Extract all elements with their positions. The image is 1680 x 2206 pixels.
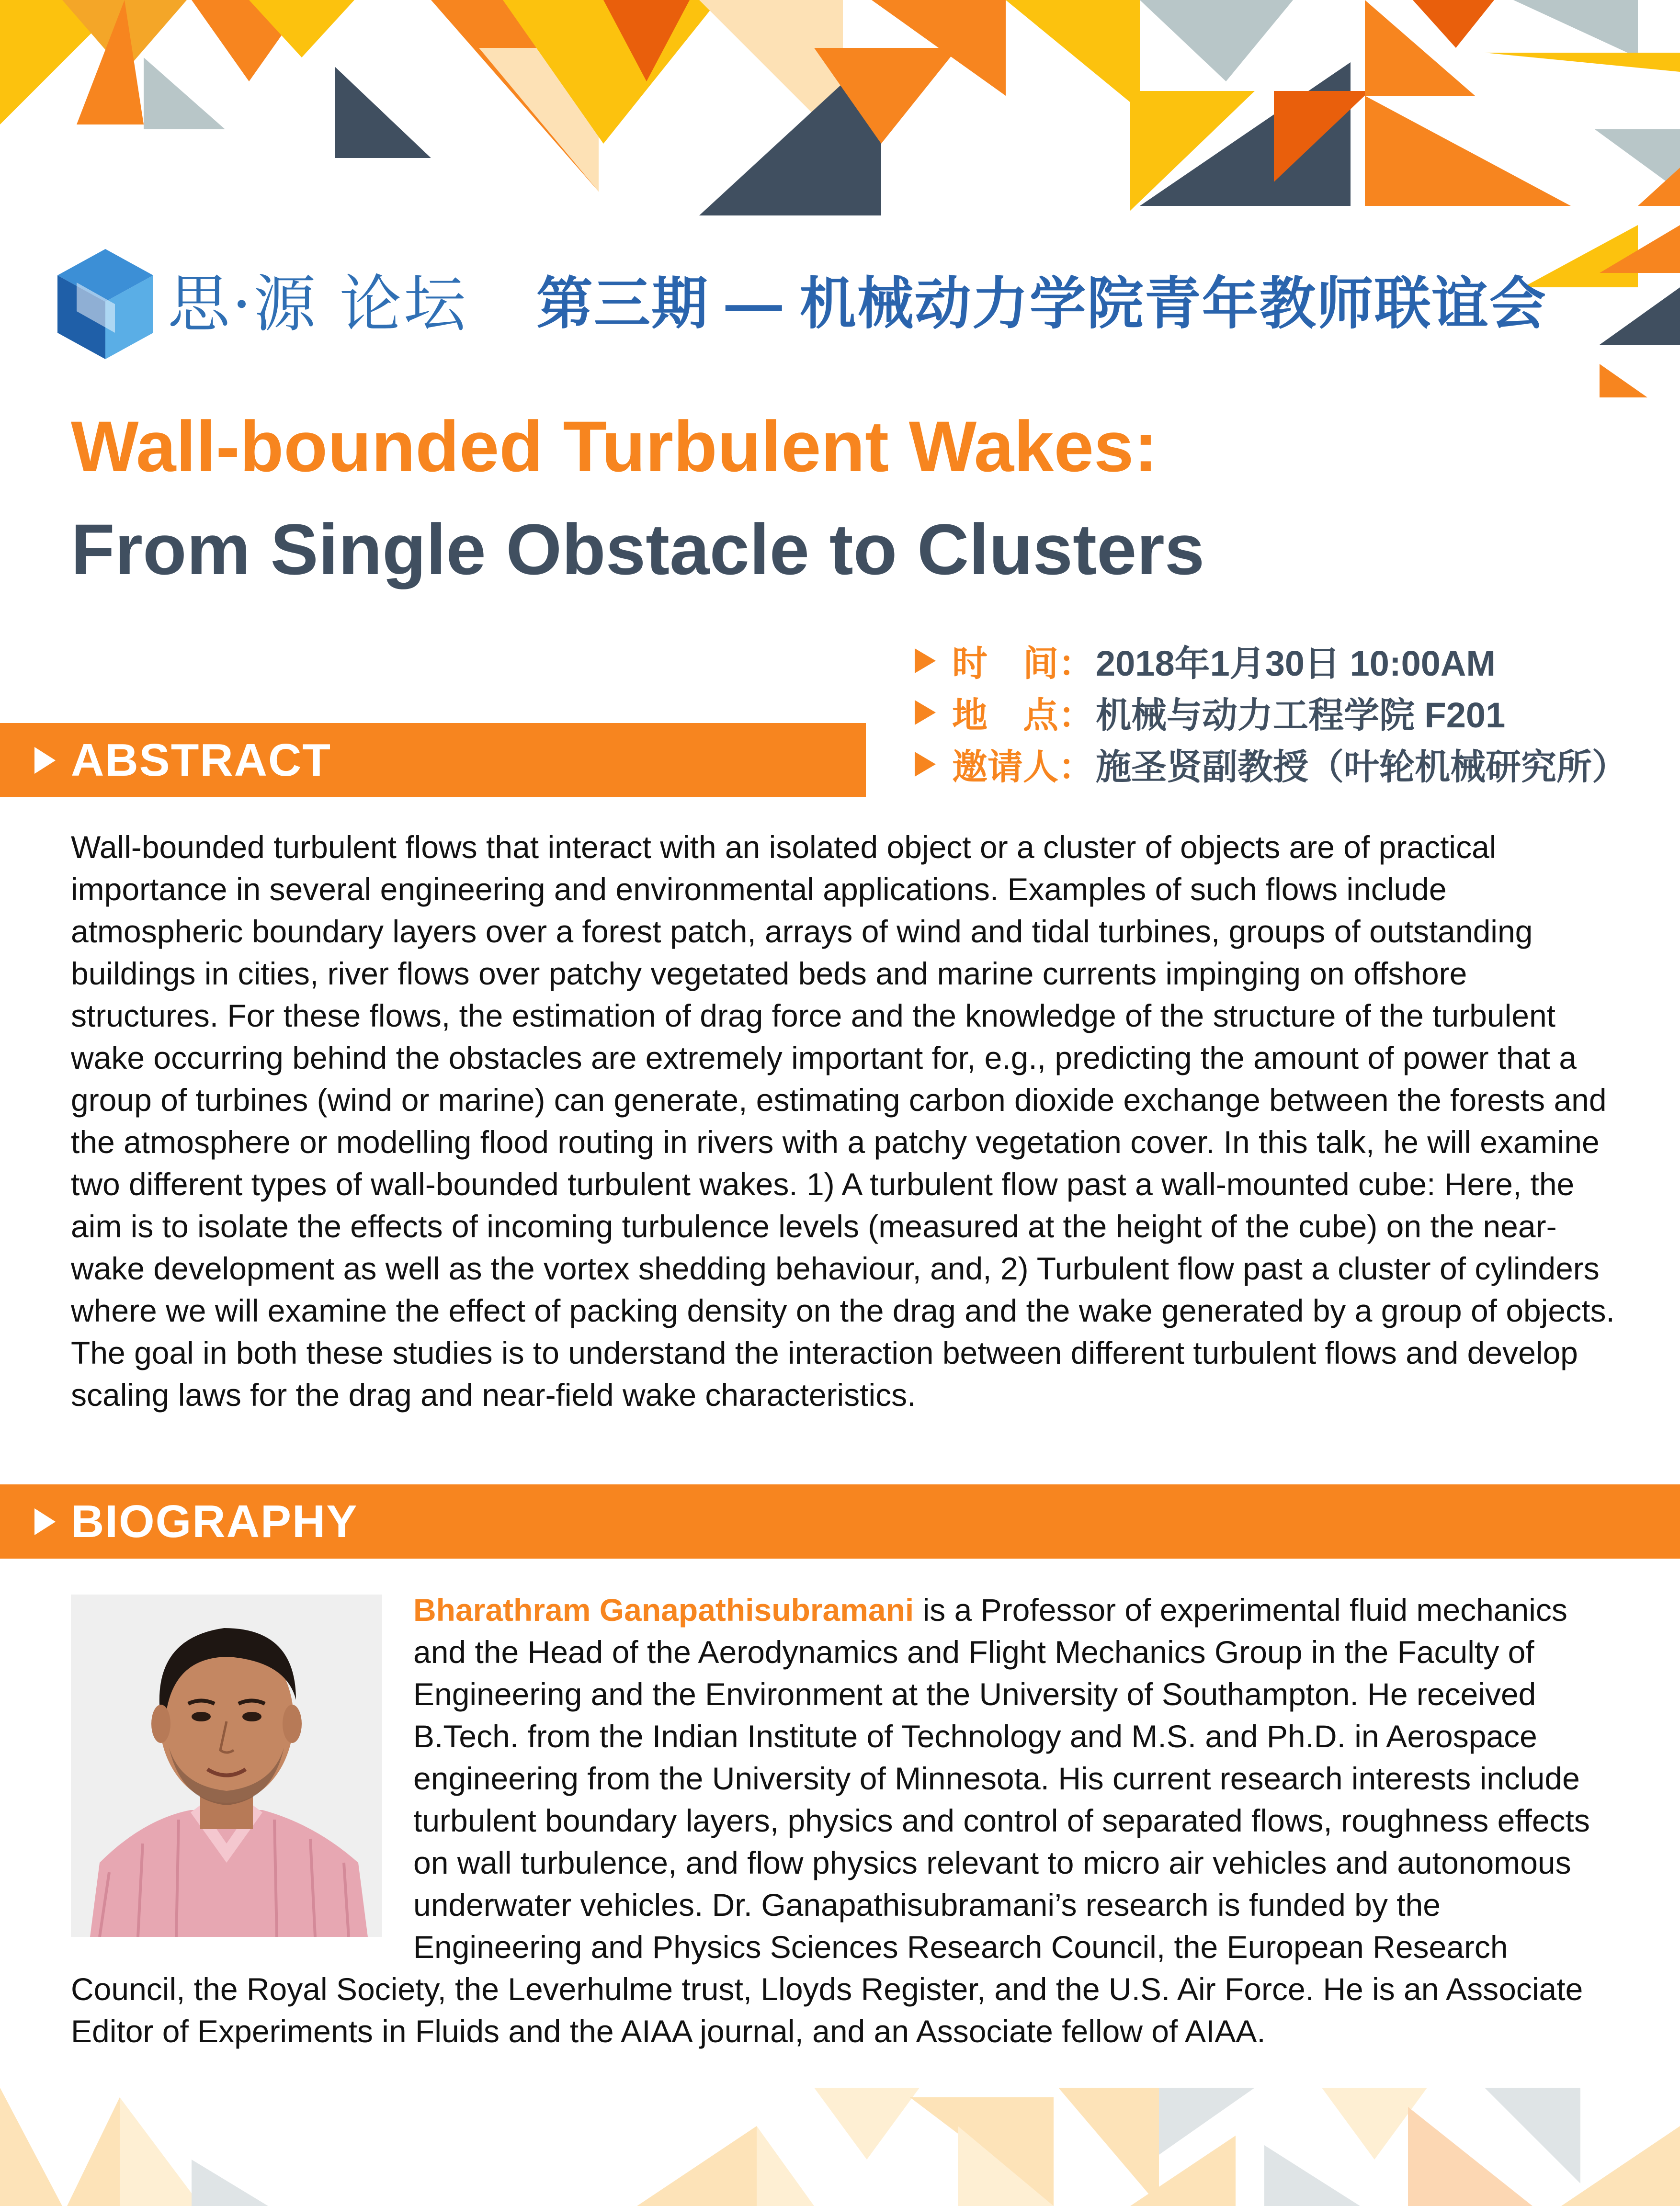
host-label: 邀请人： (952, 747, 1094, 787)
forum-name: 思·源 论坛 (168, 268, 468, 340)
abstract-heading: ABSTRACT (71, 735, 331, 786)
talk-title-line1: Wall-bounded Turbulent Wakes: (71, 406, 1158, 486)
host-value: 施圣贤副教授（叶轮机械研究所） (1096, 747, 1627, 787)
forum-logo-icon (57, 249, 153, 359)
biography-text (71, 1589, 1618, 2052)
time-label: 时 间： (952, 644, 1094, 683)
arrow-icon (34, 747, 56, 774)
biography-body: is a Professor of experimental fluid mechanics and the Head of the Aerodynamics and Flight Mechanics Group in the Faculty of Engineering and the Environment at the University of Southampton. He received B.Tech. from the Indian Institute of Technology and M.S. and Ph.D. in Aerospace engineering from the University of Minnesota. His current research interests include turbulent boundary layers, physics and control of separated flows, roughness effects on wall turbulence, and flow physics relevant to micro air vehicles and autonomous underwater vehicles. Dr. Ganapathisubramani’s research is funded by the Engineering and Physics Sciences Research Council, the European Research Council, the Royal Society, the Leverhulme trust, Lloyds Register, and the U.S. Air Force. He is an Associate Editor of Experiments in Fluids and the AIAA journal, and an Associate fellow of AIAA. (71, 1592, 1590, 2049)
time-value: 2018年1月30日 10:00AM (1096, 644, 1496, 683)
speaker-name: Bharathram Ganapathisubramani (413, 1592, 914, 1628)
arrow-icon (915, 648, 936, 673)
forum-header (57, 249, 1547, 359)
talk-title-line2: From Single Obstacle to Clusters (71, 509, 1205, 589)
arrow-icon (915, 752, 936, 777)
photo-spacer (71, 1589, 413, 1938)
abstract-text: Wall-bounded turbulent flows that interact with an isolated object or a cluster of objects are of practical importance in several engineering and environmental applications. Examples of such flows include atmospheric boundary layers over a forest patch, arrays of wind and tidal turbines, groups of outstanding buildings in cities, river flows over patchy vegetated beds and marine currents impinging on offshore structures. For these flows, the estimation of drag force and the knowledge of the structure of the turbulent wake occurring behind the obstacles are extremely important for, e.g., predicting the amount of power that a group of turbines (wind or marine) can generate, estimating carbon dioxide exchange between the forests and the atmosphere or modelling flood routing in rivers with a patchy vegetation cover. In this talk, he will examine two different types of wall-bounded turbulent wakes. 1) A turbulent flow past a wall-mounted cube: Here, the aim is to isolate the effects of incoming turbulence levels (measured at the height of the cube) on the near-wake development as well as the vortex shedding behaviour, and, 2) Turbulent flow past a cluster of cylinders where we will examine the effect of packing density on the drag and the wake generated by a group of objects. The goal in both these studies is to understand the interaction between different turbulent flows and develop scaling laws for the drag and near-field wake characteristics. (71, 829, 1615, 1413)
location-label: 地 点： (952, 695, 1094, 735)
info-row-location (915, 689, 1662, 736)
info-row-host (915, 740, 1662, 788)
abstract-heading-bar (0, 723, 866, 797)
arrow-icon (34, 1508, 56, 1535)
info-row-time (915, 637, 1662, 685)
arrow-icon (915, 700, 936, 725)
biography-heading-bar (0, 1484, 1680, 1559)
biography-heading: BIOGRAPHY (71, 1496, 358, 1547)
forum-issue: 第三期 — 机械动力学院青年教师联谊会 (536, 272, 1547, 336)
event-info (915, 637, 1662, 792)
location-value: 机械与动力工程学院 F201 (1096, 695, 1506, 735)
bottom-triangle-decoration (0, 2002, 1680, 2206)
